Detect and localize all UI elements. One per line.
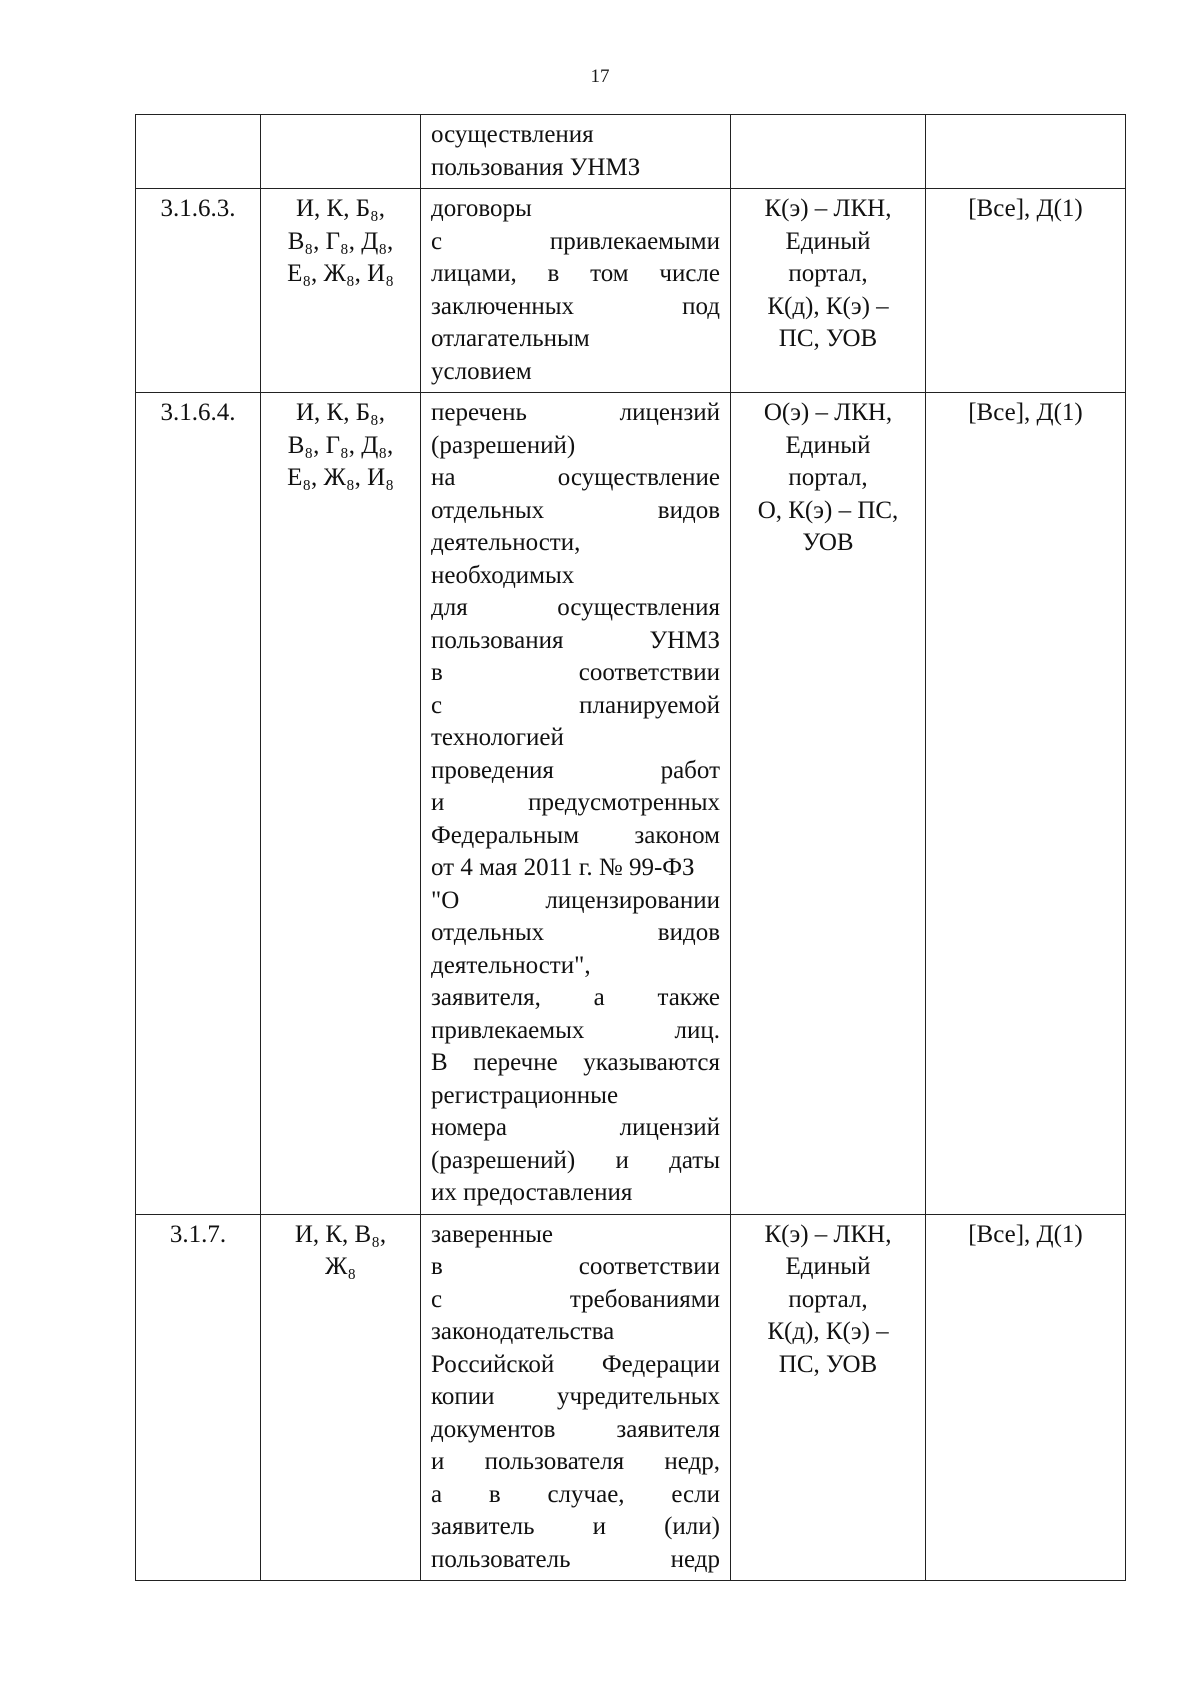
description-line: условием: [431, 357, 532, 385]
submission-form-line: портал,: [788, 260, 868, 287]
submission-form-line: К(э) – ЛКН,: [764, 1220, 892, 1248]
description-line: заявитель и (или): [431, 1513, 720, 1540]
description-line: лицами, в том числе: [431, 260, 720, 287]
scope-cell: [Все], Д(1): [926, 189, 1126, 393]
description-line: Федеральным законом: [431, 821, 720, 849]
description-line: (разрешений) и даты: [431, 1146, 720, 1174]
scope-cell: [Все], Д(1): [926, 393, 1126, 1215]
applicant-code-line: Е₈, Ж₈, И₈: [287, 260, 394, 287]
applicant-code-line: И, К, Б₈,: [295, 399, 386, 426]
description-line: пользователь недр: [431, 1545, 720, 1573]
applicant-code-line: Ж₈: [324, 1253, 357, 1280]
submission-form-line: Единый: [785, 431, 871, 459]
document-description-cell: [421, 393, 731, 1215]
description-line: с требованиями: [431, 1285, 720, 1313]
description-line: отдельных видов: [431, 496, 720, 524]
item-number-cell: [136, 115, 261, 189]
submission-form-line: портал,: [788, 1285, 868, 1313]
applicant-code-line: В₈, Г₈, Д₈,: [287, 431, 394, 459]
submission-form-line: ПС, УОВ: [778, 325, 878, 352]
applicant-codes-cell: [261, 393, 421, 1215]
description-line: договоры: [431, 195, 532, 222]
description-line: от 4 мая 2011 г. № 99-ФЗ: [431, 854, 695, 881]
description-line: перечень лицензий: [431, 399, 720, 426]
applicant-code-line: И, К, В₈,: [294, 1220, 387, 1248]
submission-form-line: К(д), К(э) –: [767, 1318, 889, 1345]
submission-form-line: ПС, УОВ: [778, 1350, 878, 1378]
document-description-cell: [421, 1214, 731, 1581]
item-number-cell: 3.1.6.4.: [136, 393, 261, 1215]
table-row: [136, 393, 1126, 1215]
description-line: их предоставления: [431, 1179, 633, 1206]
description-line: документов заявителя: [431, 1415, 720, 1443]
description-line: В перечне указываются: [431, 1049, 720, 1076]
table-row: [136, 115, 1126, 189]
submission-form-cell: [731, 115, 926, 189]
document-description-cell: [421, 115, 731, 189]
description-line: а в случае, если: [431, 1480, 720, 1508]
submission-form-line: К(э) – ЛКН,: [764, 195, 892, 222]
submission-form-line: К(д), К(э) –: [767, 292, 889, 320]
description-line: регистрационные: [431, 1081, 619, 1109]
description-line: на осуществление: [431, 464, 720, 491]
description-line: осуществления: [431, 121, 594, 148]
description-line: "О лицензировании: [431, 886, 720, 914]
applicant-codes-cell: [261, 115, 421, 189]
description-line: деятельности",: [431, 951, 591, 979]
submission-form-cell: [731, 393, 926, 1215]
description-line: необходимых: [431, 561, 575, 589]
description-line: проведения работ: [431, 756, 720, 784]
description-line: деятельности,: [431, 529, 581, 556]
description-line: отдельных видов: [431, 919, 720, 946]
submission-form-cell: [731, 1214, 926, 1581]
table-body: [136, 115, 1126, 1581]
description-line: отлагательным: [431, 325, 590, 352]
table-row: [136, 189, 1126, 393]
table-row: [136, 1214, 1126, 1581]
applicant-code-line: В₈, Г₈, Д₈,: [287, 227, 394, 255]
description-line: и предусмотренных: [431, 789, 720, 816]
description-line: заявителя, а также: [431, 984, 720, 1011]
scope-cell: [926, 115, 1126, 189]
submission-form-line: портал,: [788, 464, 868, 491]
submission-form-line: УОВ: [802, 529, 854, 556]
description-line: с планируемой: [431, 691, 720, 719]
applicant-code-line: Е₈, Ж₈, И₈: [287, 464, 394, 491]
description-line: Российской Федерации: [431, 1350, 720, 1378]
description-line: для осуществления: [431, 594, 720, 621]
description-line: заключенных под: [431, 292, 720, 320]
description-line: привлекаемых лиц.: [431, 1016, 720, 1044]
page-number: 17: [590, 66, 610, 87]
submission-form-cell: [731, 189, 926, 393]
applicant-codes-cell: [261, 1214, 421, 1581]
description-line: технологией: [431, 724, 564, 751]
description-line: пользования УНМЗ: [431, 153, 641, 181]
description-line: в соответствии: [431, 1253, 720, 1280]
submission-form-line: Единый: [785, 227, 871, 255]
scope-cell: [Все], Д(1): [926, 1214, 1126, 1581]
submission-form-line: Единый: [785, 1253, 871, 1280]
description-line: номера лицензий: [431, 1114, 720, 1141]
requirements-table: [135, 114, 1126, 1581]
description-line: (разрешений): [431, 431, 576, 459]
description-line: в соответствии: [431, 659, 720, 686]
document-description-cell: [421, 189, 731, 393]
description-line: с привлекаемыми: [431, 227, 720, 255]
applicant-code-line: И, К, Б₈,: [295, 195, 386, 222]
submission-form-line: О, К(э) – ПС,: [757, 496, 899, 524]
submission-form-line: О(э) – ЛКН,: [763, 399, 893, 426]
description-line: заверенные: [431, 1220, 553, 1248]
description-line: копии учредительных: [431, 1383, 720, 1410]
description-line: пользования УНМЗ: [431, 626, 720, 654]
description-line: и пользователя недр,: [431, 1448, 720, 1475]
description-line: законодательства: [431, 1318, 615, 1345]
applicant-codes-cell: [261, 189, 421, 393]
item-number-cell: 3.1.6.3.: [136, 189, 261, 393]
item-number-cell: 3.1.7.: [136, 1214, 261, 1581]
